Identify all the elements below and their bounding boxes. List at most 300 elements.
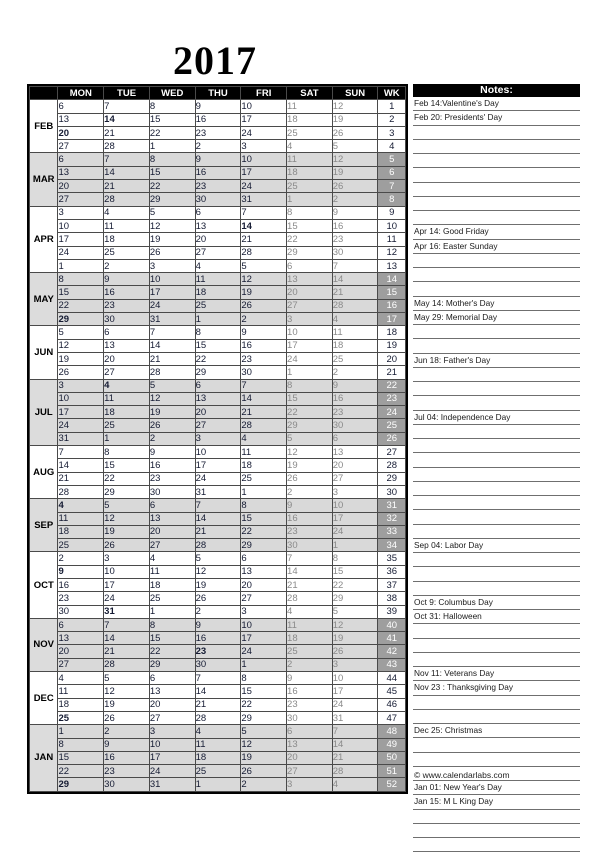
day-cell[interactable]: 7: [195, 499, 241, 512]
note-blank-line[interactable]: [413, 396, 580, 410]
day-cell[interactable]: 29: [58, 313, 104, 326]
day-cell[interactable]: 4: [332, 313, 378, 326]
day-cell[interactable]: 7: [287, 552, 333, 565]
day-cell[interactable]: 29: [241, 711, 287, 724]
day-cell[interactable]: 9: [332, 206, 378, 219]
day-cell[interactable]: 22: [58, 299, 104, 312]
day-cell[interactable]: 10: [195, 446, 241, 459]
day-cell[interactable]: 3: [104, 552, 150, 565]
day-cell[interactable]: 7: [58, 446, 104, 459]
day-cell[interactable]: 25: [241, 472, 287, 485]
day-cell[interactable]: 31: [332, 711, 378, 724]
note-blank-line[interactable]: [413, 154, 580, 168]
day-cell[interactable]: 13: [149, 685, 195, 698]
day-cell[interactable]: 10: [241, 618, 287, 631]
day-cell[interactable]: 15: [104, 459, 150, 472]
day-cell[interactable]: 7: [104, 618, 150, 631]
day-cell[interactable]: 10: [58, 392, 104, 405]
day-cell[interactable]: 27: [241, 592, 287, 605]
day-cell[interactable]: 19: [287, 459, 333, 472]
day-cell[interactable]: 4: [332, 778, 378, 791]
day-cell[interactable]: 23: [58, 592, 104, 605]
day-cell[interactable]: 13: [332, 446, 378, 459]
day-cell[interactable]: 3: [149, 725, 195, 738]
day-cell[interactable]: 5: [195, 552, 241, 565]
day-cell[interactable]: 20: [58, 126, 104, 139]
day-cell[interactable]: 23: [149, 472, 195, 485]
day-cell[interactable]: 14: [149, 339, 195, 352]
day-cell[interactable]: 8: [149, 618, 195, 631]
day-cell[interactable]: 21: [195, 525, 241, 538]
day-cell[interactable]: 25: [287, 180, 333, 193]
note-blank-line[interactable]: [413, 453, 580, 467]
day-cell[interactable]: 11: [195, 273, 241, 286]
note-blank-line[interactable]: [413, 368, 580, 382]
day-cell[interactable]: 7: [332, 259, 378, 272]
day-cell[interactable]: 21: [58, 472, 104, 485]
note-blank-line[interactable]: [413, 183, 580, 197]
day-cell[interactable]: 29: [58, 778, 104, 791]
day-cell[interactable]: 17: [58, 233, 104, 246]
day-cell[interactable]: 20: [195, 233, 241, 246]
day-cell[interactable]: 3: [58, 206, 104, 219]
day-cell[interactable]: 9: [287, 499, 333, 512]
note-blank-line[interactable]: [413, 810, 580, 824]
note-blank-line[interactable]: [413, 525, 580, 539]
day-cell[interactable]: 23: [332, 406, 378, 419]
day-cell[interactable]: 5: [104, 499, 150, 512]
day-cell[interactable]: 25: [104, 419, 150, 432]
day-cell[interactable]: 8: [104, 446, 150, 459]
note-blank-line[interactable]: [413, 738, 580, 752]
day-cell[interactable]: 22: [241, 525, 287, 538]
day-cell[interactable]: 8: [241, 499, 287, 512]
note-entry[interactable]: Nov 23 : Thanksgiving Day: [413, 681, 580, 695]
day-cell[interactable]: 10: [58, 219, 104, 232]
day-cell[interactable]: 31: [104, 605, 150, 618]
day-cell[interactable]: 5: [241, 725, 287, 738]
day-cell[interactable]: 11: [332, 326, 378, 339]
day-cell[interactable]: 6: [58, 618, 104, 631]
day-cell[interactable]: 28: [241, 246, 287, 259]
day-cell[interactable]: 16: [195, 632, 241, 645]
note-blank-line[interactable]: [413, 140, 580, 154]
day-cell[interactable]: 9: [332, 379, 378, 392]
day-cell[interactable]: 12: [195, 565, 241, 578]
day-cell[interactable]: 24: [149, 765, 195, 778]
day-cell[interactable]: 14: [195, 685, 241, 698]
day-cell[interactable]: 6: [149, 672, 195, 685]
day-cell[interactable]: 11: [287, 100, 333, 113]
day-cell[interactable]: 16: [58, 578, 104, 591]
note-entry[interactable]: Apr 16: Easter Sunday: [413, 240, 580, 254]
day-cell[interactable]: 21: [332, 286, 378, 299]
note-entry[interactable]: May 14: Mother's Day: [413, 297, 580, 311]
day-cell[interactable]: 16: [104, 286, 150, 299]
day-cell[interactable]: 3: [195, 432, 241, 445]
day-cell[interactable]: 6: [58, 100, 104, 113]
day-cell[interactable]: 9: [104, 273, 150, 286]
day-cell[interactable]: 1: [58, 725, 104, 738]
day-cell[interactable]: 16: [149, 459, 195, 472]
day-cell[interactable]: 23: [104, 765, 150, 778]
day-cell[interactable]: 14: [332, 273, 378, 286]
note-entry[interactable]: May 29: Memorial Day: [413, 311, 580, 325]
day-cell[interactable]: 19: [104, 698, 150, 711]
day-cell[interactable]: 22: [332, 578, 378, 591]
day-cell[interactable]: 3: [241, 140, 287, 153]
day-cell[interactable]: 10: [287, 326, 333, 339]
day-cell[interactable]: 4: [104, 379, 150, 392]
day-cell[interactable]: 30: [195, 193, 241, 206]
day-cell[interactable]: 23: [332, 233, 378, 246]
day-cell[interactable]: 4: [195, 259, 241, 272]
day-cell[interactable]: 27: [195, 246, 241, 259]
day-cell[interactable]: 6: [104, 326, 150, 339]
day-cell[interactable]: 25: [149, 592, 195, 605]
day-cell[interactable]: 15: [149, 166, 195, 179]
day-cell[interactable]: 28: [195, 539, 241, 552]
day-cell[interactable]: 5: [287, 432, 333, 445]
note-entry[interactable]: Feb 14:Valentine's Day: [413, 97, 580, 111]
note-blank-line[interactable]: [413, 696, 580, 710]
day-cell[interactable]: 20: [287, 751, 333, 764]
day-cell[interactable]: 6: [332, 432, 378, 445]
day-cell[interactable]: 17: [149, 751, 195, 764]
day-cell[interactable]: 8: [287, 379, 333, 392]
day-cell[interactable]: 26: [241, 765, 287, 778]
day-cell[interactable]: 13: [58, 632, 104, 645]
day-cell[interactable]: 3: [287, 778, 333, 791]
day-cell[interactable]: 3: [287, 313, 333, 326]
day-cell[interactable]: 2: [104, 725, 150, 738]
day-cell[interactable]: 24: [332, 525, 378, 538]
day-cell[interactable]: 13: [195, 392, 241, 405]
day-cell[interactable]: 18: [241, 459, 287, 472]
day-cell[interactable]: 29: [149, 658, 195, 671]
day-cell[interactable]: 28: [149, 366, 195, 379]
note-blank-line[interactable]: [413, 496, 580, 510]
day-cell[interactable]: 7: [241, 206, 287, 219]
day-cell[interactable]: 27: [58, 140, 104, 153]
note-entry[interactable]: Oct 31: Halloween: [413, 610, 580, 624]
day-cell[interactable]: 15: [195, 339, 241, 352]
note-entry[interactable]: Jun 18: Father's Day: [413, 354, 580, 368]
day-cell[interactable]: 16: [195, 113, 241, 126]
day-cell[interactable]: 11: [241, 446, 287, 459]
day-cell[interactable]: 26: [332, 180, 378, 193]
day-cell[interactable]: 8: [287, 206, 333, 219]
day-cell[interactable]: 19: [149, 406, 195, 419]
day-cell[interactable]: 11: [195, 738, 241, 751]
day-cell[interactable]: 7: [149, 326, 195, 339]
day-cell[interactable]: 6: [241, 552, 287, 565]
day-cell[interactable]: 22: [149, 180, 195, 193]
day-cell[interactable]: 25: [58, 711, 104, 724]
day-cell[interactable]: 20: [104, 352, 150, 365]
day-cell[interactable]: 13: [241, 565, 287, 578]
day-cell[interactable]: 27: [332, 472, 378, 485]
note-blank-line[interactable]: [413, 653, 580, 667]
day-cell[interactable]: 7: [241, 379, 287, 392]
day-cell[interactable]: 19: [195, 578, 241, 591]
day-cell[interactable]: 2: [332, 193, 378, 206]
day-cell[interactable]: 2: [104, 259, 150, 272]
day-cell[interactable]: 2: [149, 432, 195, 445]
day-cell[interactable]: 31: [58, 432, 104, 445]
day-cell[interactable]: 16: [332, 392, 378, 405]
day-cell[interactable]: 27: [58, 658, 104, 671]
day-cell[interactable]: 2: [241, 313, 287, 326]
day-cell[interactable]: 18: [58, 698, 104, 711]
day-cell[interactable]: 14: [104, 113, 150, 126]
day-cell[interactable]: 26: [58, 366, 104, 379]
day-cell[interactable]: 30: [104, 778, 150, 791]
day-cell[interactable]: 23: [287, 525, 333, 538]
day-cell[interactable]: 17: [332, 685, 378, 698]
day-cell[interactable]: 7: [104, 100, 150, 113]
day-cell[interactable]: 21: [104, 126, 150, 139]
day-cell[interactable]: 6: [149, 499, 195, 512]
day-cell[interactable]: 1: [241, 658, 287, 671]
day-cell[interactable]: 10: [332, 672, 378, 685]
note-entry[interactable]: Apr 14: Good Friday: [413, 225, 580, 239]
day-cell[interactable]: 16: [195, 166, 241, 179]
day-cell[interactable]: 23: [241, 352, 287, 365]
day-cell[interactable]: 29: [104, 485, 150, 498]
day-cell[interactable]: 28: [332, 299, 378, 312]
day-cell[interactable]: 17: [104, 578, 150, 591]
day-cell[interactable]: 10: [241, 100, 287, 113]
day-cell[interactable]: 1: [287, 193, 333, 206]
day-cell[interactable]: 27: [58, 193, 104, 206]
day-cell[interactable]: 11: [58, 512, 104, 525]
day-cell[interactable]: 13: [149, 512, 195, 525]
day-cell[interactable]: 23: [195, 645, 241, 658]
day-cell[interactable]: 15: [332, 565, 378, 578]
day-cell[interactable]: 2: [241, 778, 287, 791]
day-cell[interactable]: 20: [149, 698, 195, 711]
day-cell[interactable]: 1: [104, 432, 150, 445]
day-cell[interactable]: 24: [195, 472, 241, 485]
day-cell[interactable]: 26: [149, 419, 195, 432]
note-blank-line[interactable]: [413, 639, 580, 653]
note-entry[interactable]: Sep 04: Labor Day: [413, 539, 580, 553]
day-cell[interactable]: 18: [104, 406, 150, 419]
day-cell[interactable]: 17: [149, 286, 195, 299]
day-cell[interactable]: 26: [149, 246, 195, 259]
day-cell[interactable]: 12: [104, 512, 150, 525]
day-cell[interactable]: 24: [58, 246, 104, 259]
day-cell[interactable]: 16: [287, 685, 333, 698]
note-blank-line[interactable]: [413, 753, 580, 767]
note-blank-line[interactable]: [413, 282, 580, 296]
day-cell[interactable]: 20: [241, 578, 287, 591]
day-cell[interactable]: 22: [241, 698, 287, 711]
day-cell[interactable]: 24: [241, 180, 287, 193]
day-cell[interactable]: 21: [104, 180, 150, 193]
day-cell[interactable]: 28: [241, 419, 287, 432]
note-entry[interactable]: Dec 25: Christmas: [413, 724, 580, 738]
day-cell[interactable]: 27: [287, 299, 333, 312]
note-blank-line[interactable]: [413, 567, 580, 581]
day-cell[interactable]: 22: [149, 645, 195, 658]
day-cell[interactable]: 17: [241, 166, 287, 179]
day-cell[interactable]: 9: [287, 672, 333, 685]
day-cell[interactable]: 3: [241, 605, 287, 618]
day-cell[interactable]: 10: [104, 565, 150, 578]
day-cell[interactable]: 5: [332, 140, 378, 153]
day-cell[interactable]: 3: [332, 658, 378, 671]
day-cell[interactable]: 28: [104, 193, 150, 206]
day-cell[interactable]: 19: [332, 166, 378, 179]
day-cell[interactable]: 22: [195, 352, 241, 365]
day-cell[interactable]: 15: [241, 685, 287, 698]
day-cell[interactable]: 11: [58, 685, 104, 698]
day-cell[interactable]: 16: [241, 339, 287, 352]
day-cell[interactable]: 7: [195, 672, 241, 685]
day-cell[interactable]: 6: [58, 153, 104, 166]
day-cell[interactable]: 17: [195, 459, 241, 472]
day-cell[interactable]: 24: [287, 352, 333, 365]
day-cell[interactable]: 4: [195, 725, 241, 738]
day-cell[interactable]: 27: [149, 711, 195, 724]
day-cell[interactable]: 28: [104, 658, 150, 671]
day-cell[interactable]: 30: [58, 605, 104, 618]
day-cell[interactable]: 12: [332, 618, 378, 631]
day-cell[interactable]: 1: [287, 366, 333, 379]
day-cell[interactable]: 15: [58, 751, 104, 764]
day-cell[interactable]: 14: [58, 459, 104, 472]
day-cell[interactable]: 17: [241, 632, 287, 645]
day-cell[interactable]: 2: [195, 140, 241, 153]
day-cell[interactable]: 13: [58, 113, 104, 126]
day-cell[interactable]: 16: [287, 512, 333, 525]
day-cell[interactable]: 15: [149, 113, 195, 126]
day-cell[interactable]: 8: [58, 273, 104, 286]
day-cell[interactable]: 18: [195, 286, 241, 299]
day-cell[interactable]: 14: [195, 512, 241, 525]
day-cell[interactable]: 14: [104, 166, 150, 179]
day-cell[interactable]: 16: [332, 219, 378, 232]
day-cell[interactable]: 26: [332, 645, 378, 658]
day-cell[interactable]: 18: [149, 578, 195, 591]
day-cell[interactable]: 22: [149, 126, 195, 139]
day-cell[interactable]: 19: [241, 751, 287, 764]
day-cell[interactable]: 1: [149, 605, 195, 618]
day-cell[interactable]: 19: [149, 233, 195, 246]
day-cell[interactable]: 5: [149, 379, 195, 392]
day-cell[interactable]: 19: [332, 632, 378, 645]
day-cell[interactable]: 11: [104, 392, 150, 405]
day-cell[interactable]: 1: [332, 539, 378, 552]
day-cell[interactable]: 30: [287, 711, 333, 724]
day-cell[interactable]: 14: [287, 565, 333, 578]
day-cell[interactable]: 25: [287, 645, 333, 658]
day-cell[interactable]: 25: [332, 352, 378, 365]
day-cell[interactable]: 27: [104, 366, 150, 379]
day-cell[interactable]: 26: [241, 299, 287, 312]
day-cell[interactable]: 10: [149, 273, 195, 286]
day-cell[interactable]: 2: [287, 485, 333, 498]
day-cell[interactable]: 28: [104, 140, 150, 153]
day-cell[interactable]: 9: [195, 153, 241, 166]
day-cell[interactable]: 5: [104, 672, 150, 685]
day-cell[interactable]: 17: [58, 406, 104, 419]
day-cell[interactable]: 4: [149, 552, 195, 565]
day-cell[interactable]: 4: [58, 672, 104, 685]
day-cell[interactable]: 8: [149, 153, 195, 166]
day-cell[interactable]: 24: [149, 299, 195, 312]
day-cell[interactable]: 29: [287, 419, 333, 432]
day-cell[interactable]: 5: [149, 206, 195, 219]
day-cell[interactable]: 1: [195, 313, 241, 326]
day-cell[interactable]: 31: [149, 313, 195, 326]
note-blank-line[interactable]: [413, 339, 580, 353]
note-blank-line[interactable]: [413, 710, 580, 724]
day-cell[interactable]: 8: [241, 672, 287, 685]
day-cell[interactable]: 28: [195, 711, 241, 724]
day-cell[interactable]: 15: [58, 286, 104, 299]
day-cell[interactable]: 17: [241, 113, 287, 126]
day-cell[interactable]: 16: [104, 751, 150, 764]
day-cell[interactable]: 23: [104, 299, 150, 312]
day-cell[interactable]: 6: [287, 259, 333, 272]
day-cell[interactable]: 13: [287, 273, 333, 286]
note-blank-line[interactable]: [413, 168, 580, 182]
day-cell[interactable]: 3: [58, 379, 104, 392]
day-cell[interactable]: 26: [104, 711, 150, 724]
day-cell[interactable]: 30: [287, 539, 333, 552]
day-cell[interactable]: 25: [195, 765, 241, 778]
day-cell[interactable]: 21: [104, 645, 150, 658]
day-cell[interactable]: 13: [58, 166, 104, 179]
day-cell[interactable]: 28: [332, 765, 378, 778]
day-cell[interactable]: 3: [332, 485, 378, 498]
day-cell[interactable]: 26: [104, 539, 150, 552]
day-cell[interactable]: 12: [332, 153, 378, 166]
day-cell[interactable]: 4: [287, 605, 333, 618]
day-cell[interactable]: 5: [58, 326, 104, 339]
note-blank-line[interactable]: [413, 582, 580, 596]
day-cell[interactable]: 17: [287, 339, 333, 352]
day-cell[interactable]: 8: [58, 738, 104, 751]
note-entry[interactable]: Oct 9: Columbus Day: [413, 596, 580, 610]
day-cell[interactable]: 11: [104, 219, 150, 232]
day-cell[interactable]: 29: [332, 592, 378, 605]
day-cell[interactable]: 8: [332, 552, 378, 565]
note-blank-line[interactable]: [413, 510, 580, 524]
day-cell[interactable]: 30: [332, 419, 378, 432]
day-cell[interactable]: 21: [149, 352, 195, 365]
day-cell[interactable]: 21: [287, 578, 333, 591]
day-cell[interactable]: 6: [287, 725, 333, 738]
note-entry[interactable]: Nov 11: Veterans Day: [413, 667, 580, 681]
day-cell[interactable]: 20: [58, 180, 104, 193]
day-cell[interactable]: 18: [332, 339, 378, 352]
day-cell[interactable]: 28: [58, 485, 104, 498]
day-cell[interactable]: 1: [58, 259, 104, 272]
day-cell[interactable]: 2: [287, 658, 333, 671]
day-cell[interactable]: 24: [241, 126, 287, 139]
note-entry[interactable]: Jul 04: Independence Day: [413, 411, 580, 425]
day-cell[interactable]: 1: [195, 778, 241, 791]
day-cell[interactable]: 19: [104, 525, 150, 538]
day-cell[interactable]: 24: [58, 419, 104, 432]
note-blank-line[interactable]: [413, 425, 580, 439]
note-blank-line[interactable]: [413, 482, 580, 496]
day-cell[interactable]: 12: [332, 100, 378, 113]
